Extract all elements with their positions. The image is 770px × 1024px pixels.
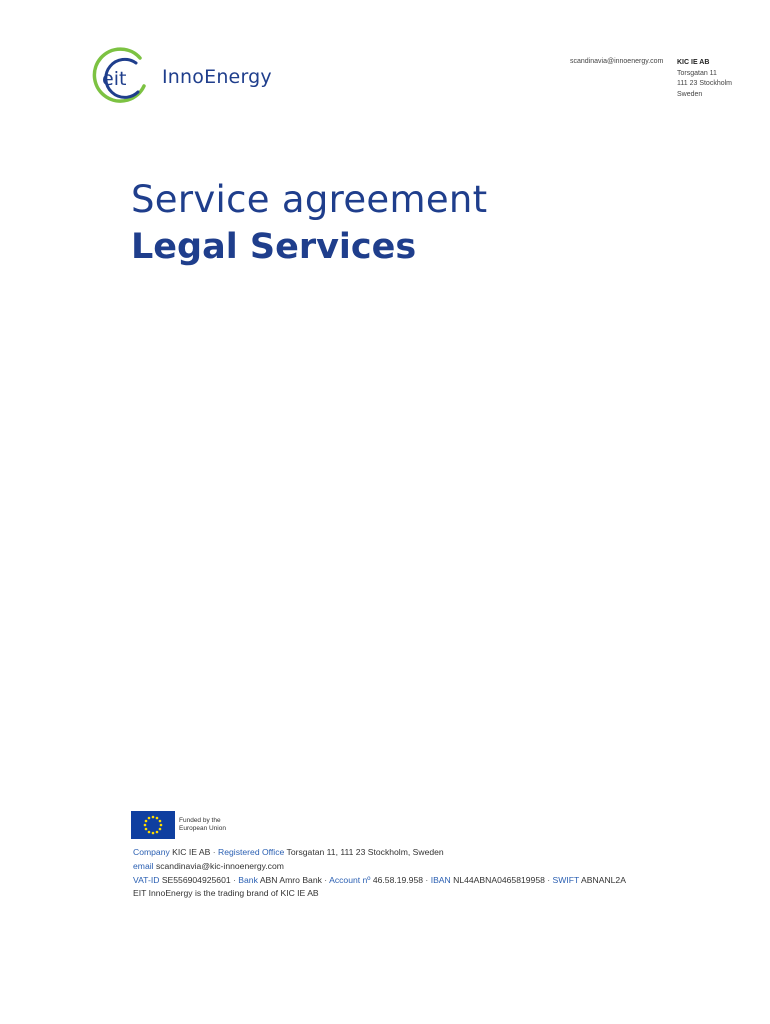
eu-flag-icon [131, 811, 175, 839]
footer [133, 846, 626, 901]
address-line: Sweden [677, 90, 703, 98]
bank-value: ABN Amro Bank [259, 874, 322, 885]
iban-label: IBAN [430, 874, 451, 885]
bank-label: Bank [238, 874, 258, 885]
office-value: Torsgatan 11, 111 23 Stockholm, Sweden [286, 847, 444, 857]
header-email: scandinavia@innoenergy.com [570, 58, 664, 65]
account-value: 46.58.19.958 [372, 874, 424, 885]
swift-value: ABNANL2A [581, 874, 626, 885]
innoenergy-logo [88, 46, 298, 110]
address-line: KIC IE AB [677, 59, 710, 66]
iban-value: NL44ABNA0465819958 [453, 874, 545, 885]
email-value: scandinavia@kic-innoenergy.com [155, 860, 284, 871]
title-main: Service agreement [131, 178, 488, 221]
document-title [131, 177, 487, 271]
footer-trading-note: EIT InnoEnergy is the trading brand of KIC IE AB [133, 888, 319, 899]
header-address [677, 58, 732, 100]
eit-logo-icon [88, 46, 158, 110]
eu-funding-badge [131, 811, 241, 839]
footer-line-banking: VAT-ID SE556904925601 · Bank ABN Amro Bank · Account nº 46.58.19.958 · IBAN NL44ABNA0465819958 · SWIFT ABNANL2A [133, 874, 626, 885]
vat-label: VAT-ID [133, 874, 160, 885]
address-line: Torsgatan 11 [677, 69, 717, 77]
footer-line-company: Company KIC IE AB · Registered Office Torsgatan 11, 111 23 Stockholm, Sweden [133, 847, 444, 857]
title-sub: Legal Services [131, 227, 417, 267]
company-label: Company [133, 847, 170, 857]
swift-label: SWIFT [552, 874, 580, 885]
address-line: 111 23 Stockholm [677, 80, 732, 87]
vat-value: SE556904925601 [161, 874, 231, 885]
eu-line2: European Union [179, 825, 226, 832]
eu-funding-text [179, 817, 226, 833]
footer-line-email [133, 860, 626, 874]
brand-name: InnoEnergy [162, 66, 272, 88]
office-label: Registered Office [218, 847, 285, 857]
account-label: Account nº [329, 874, 371, 885]
eu-line1: Funded by the [179, 817, 221, 824]
company-value: KIC IE AB [172, 847, 211, 857]
email-label: email [133, 860, 154, 871]
eit-mark-text: eit [102, 68, 127, 90]
